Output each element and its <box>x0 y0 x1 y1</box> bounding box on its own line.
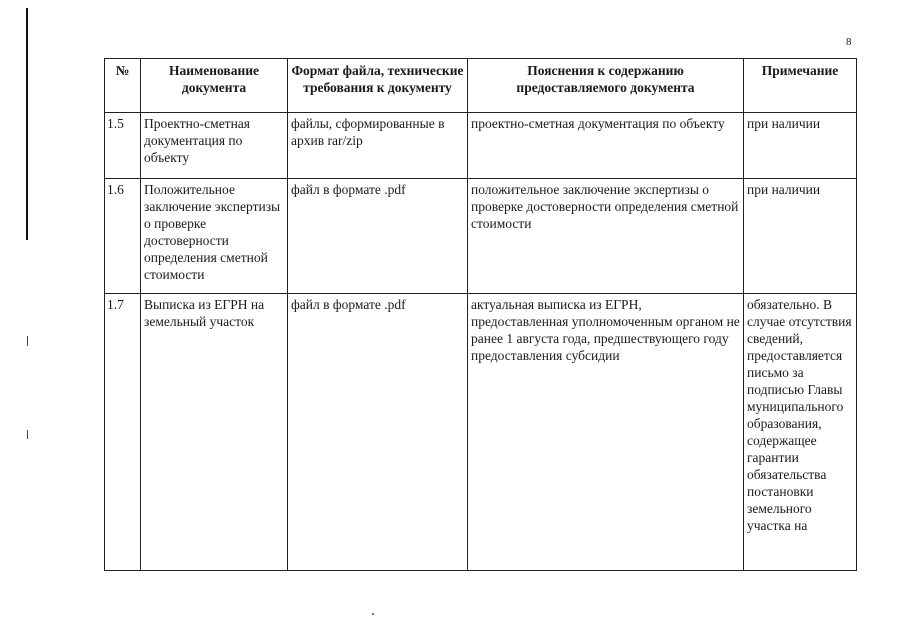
row-document-name: Положительное заключение экспертизы о проверке достоверности определения сметной стоимости <box>141 179 288 294</box>
scan-mark <box>27 430 28 439</box>
table-header-row <box>105 59 857 113</box>
header-document-name: Наименование документа <box>141 59 288 113</box>
header-file-format: Формат файла, технические требования к документу <box>288 59 468 113</box>
scan-left-edge <box>26 8 28 240</box>
row-number: 1.6 <box>105 179 141 294</box>
table-row <box>105 179 857 294</box>
row-number: 1.7 <box>105 294 141 571</box>
header-number: № <box>105 59 141 113</box>
page-number: 8 <box>846 36 852 48</box>
row-file-format: файл в формате .pdf <box>288 179 468 294</box>
row-explanation: актуальная выписка из ЕГРН, предоставленная уполномоченным органом не ранее 1 августа года, предшествующего году предоставления субсидии <box>468 294 744 571</box>
row-file-format: файлы, сформированные в архив rar/zip <box>288 113 468 179</box>
row-explanation: проектно-сметная документация по объекту <box>468 113 744 179</box>
row-explanation: положительное заключение экспертизы о проверке достоверности определения сметной стоимости <box>468 179 744 294</box>
scan-mark <box>27 336 28 346</box>
row-note: обязательно. В случае отсутствия сведений, предоставляется письмо за подписью Главы муниципального образования, содержащее гарантии обязательства постановки земельного участка на <box>744 294 857 571</box>
row-number: 1.5 <box>105 113 141 179</box>
row-document-name: Проектно-сметная документация по объекту <box>141 113 288 179</box>
row-document-name: Выписка из ЕГРН на земельный участок <box>141 294 288 571</box>
row-note: при наличии <box>744 179 857 294</box>
header-note: Примечание <box>744 59 857 113</box>
scan-speck <box>372 613 374 615</box>
header-explanation: Пояснения к содержанию предоставляемого документа <box>468 59 744 113</box>
row-note: при наличии <box>744 113 857 179</box>
row-file-format: файл в формате .pdf <box>288 294 468 571</box>
table-row <box>105 294 857 571</box>
documents-table <box>104 58 857 571</box>
table-row <box>105 113 857 179</box>
